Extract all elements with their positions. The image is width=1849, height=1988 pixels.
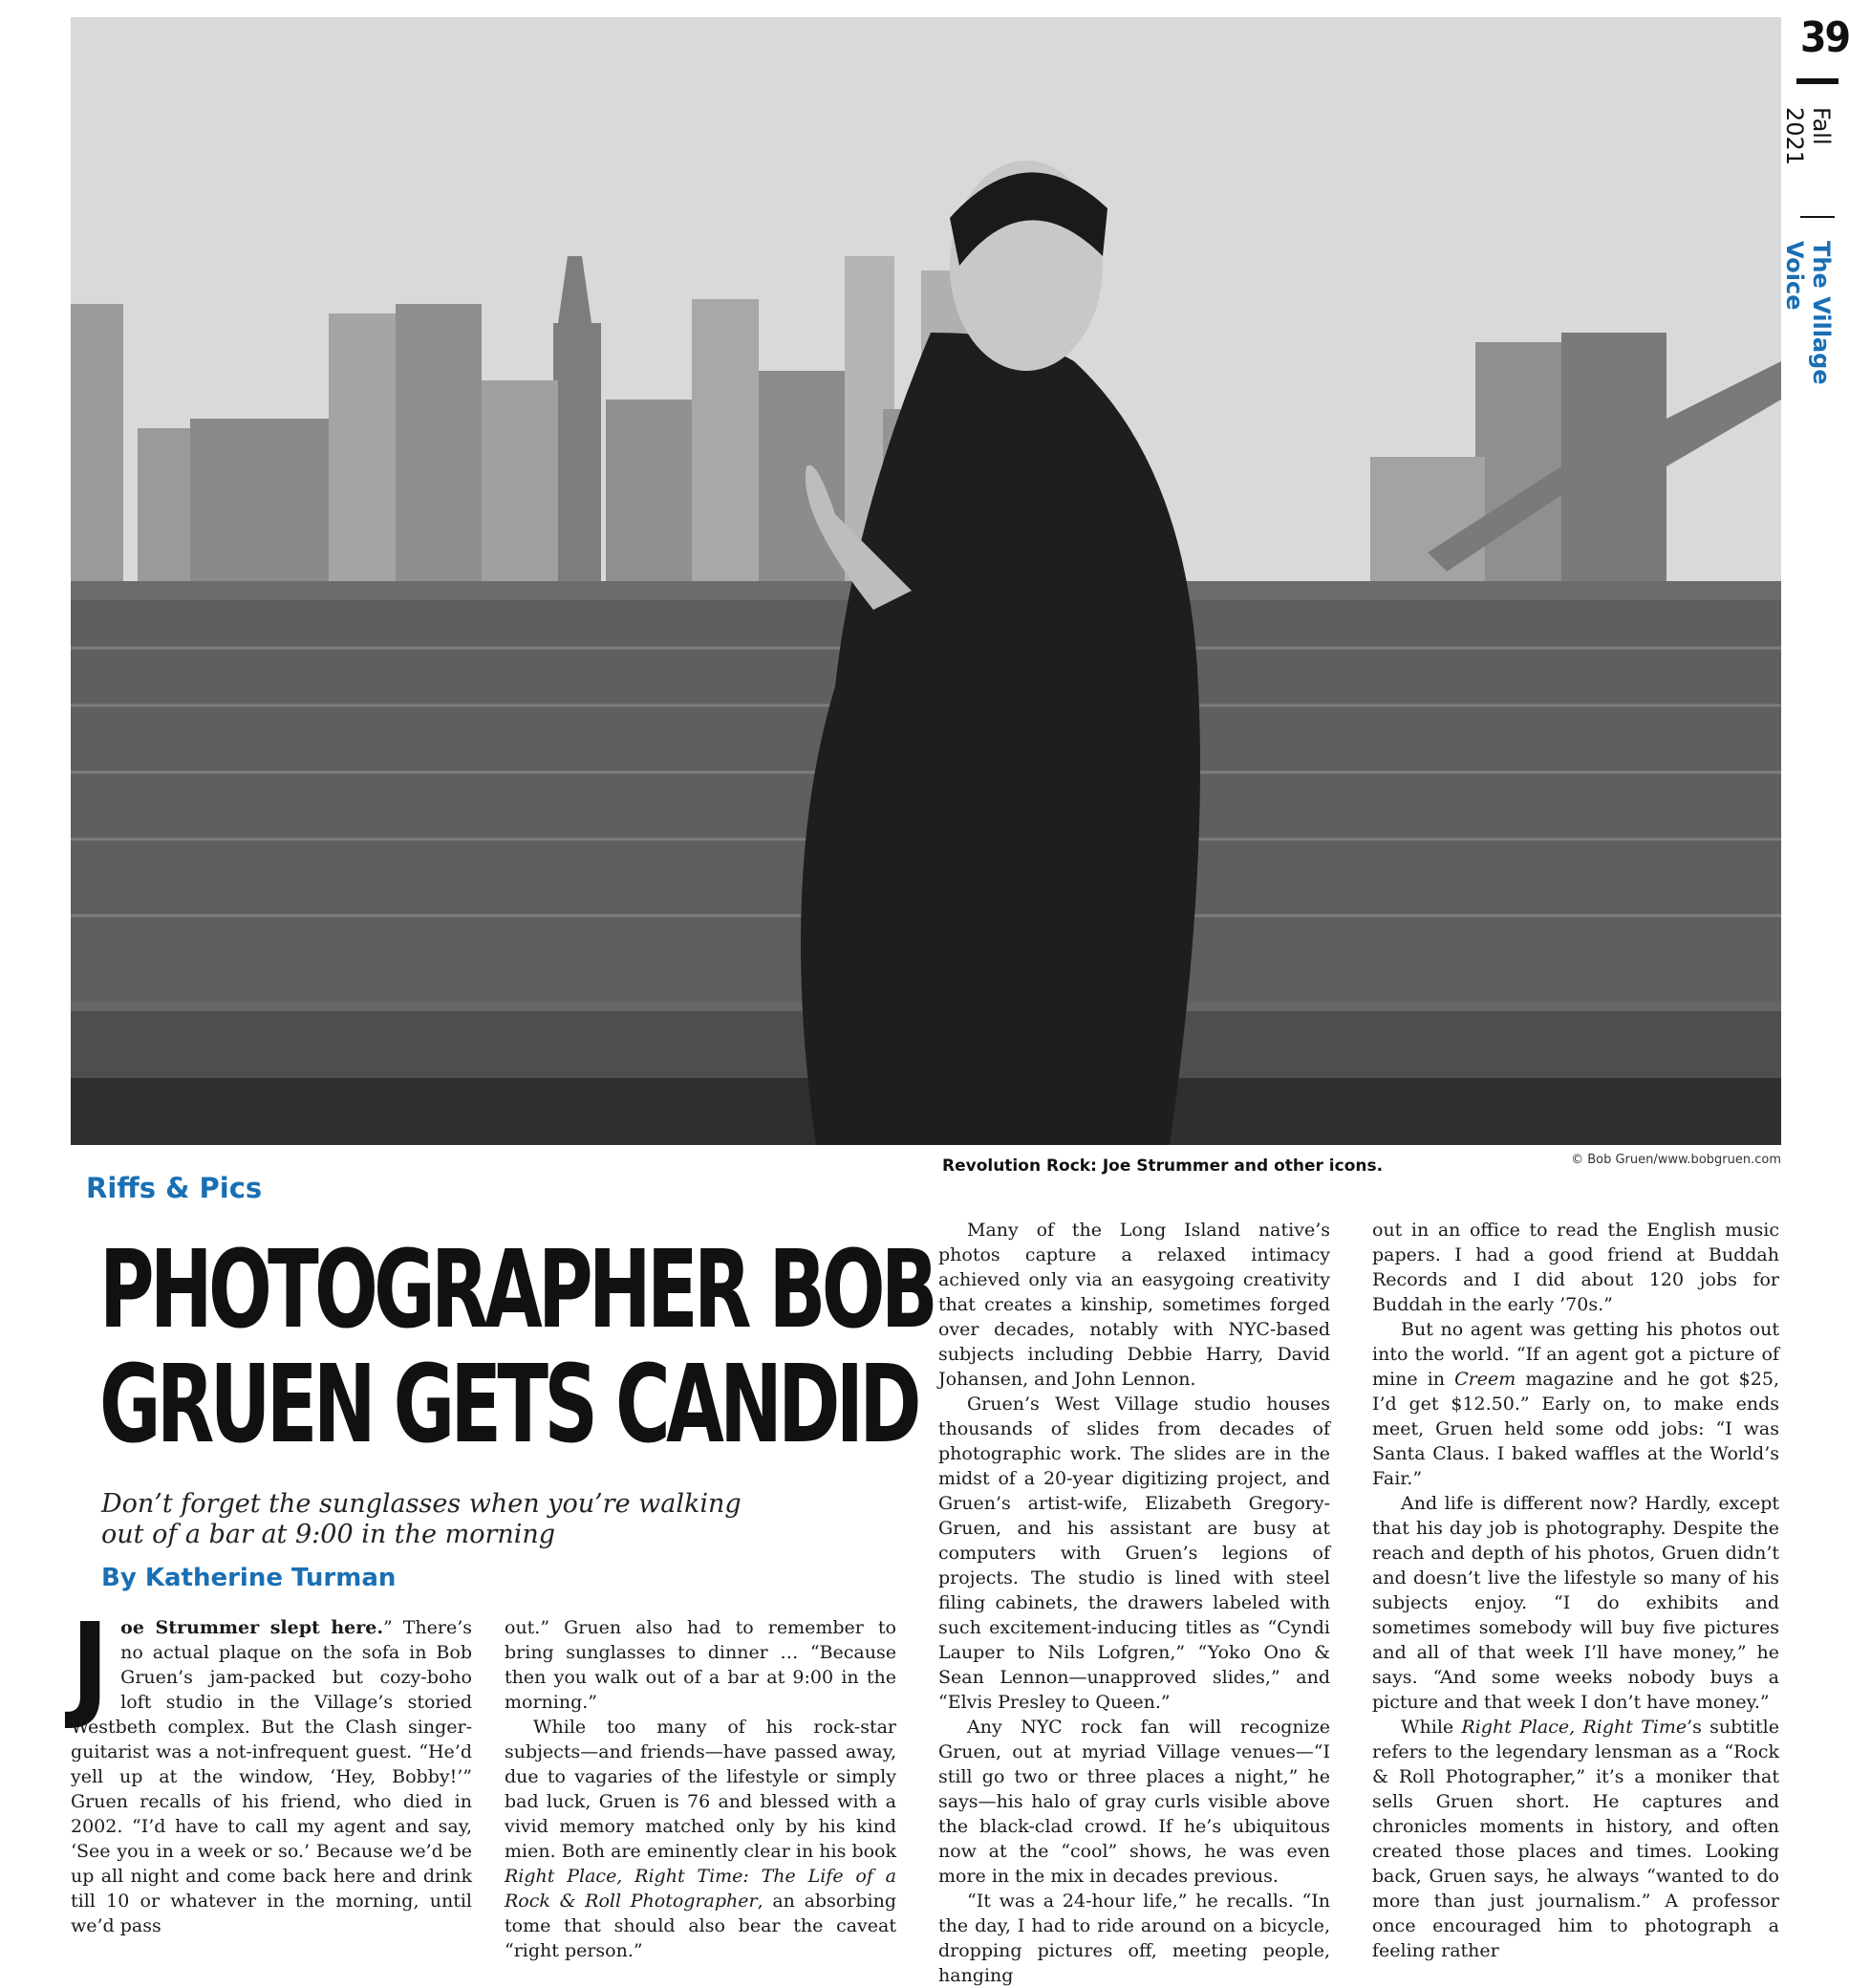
paragraph-text: ’s subtitle refers to the legendary lensman as a “Rock & Roll Photographer,” it’s a moniker that sells Gruen short. He captures and chronicles moments in history, and often created those places and times. Looking back, Gruen says, he always “wanted to do more than just journalism.” A professor once encouraged him to photograph a feeling rather: [1372, 1717, 1780, 1961]
paragraph-text: , an absorbing tome that should also bear the caveat “right person.”: [505, 1891, 896, 1961]
photo-caption: Revolution Rock: Joe Strummer and other icons.: [942, 1156, 1384, 1176]
paragraph-text: magazine and he got $25, I’d get $12.50.” Early on, to make ends meet, Gruen held some odd jobs: “I was Santa Claus. I baked waffles at the World’s Fair.”: [1372, 1369, 1779, 1489]
paragraph-text: ” There’s no actual plaque on the sofa in Bob Gruen’s jam-packed but cozy-boho loft studio in the Village’s storied Westbeth complex. But the Clash singer-guitarist was a not-infrequent guest. “He’d yell up at the window, ‘Hey, Bobby!’” Gruen recalls of his friend, who died in 2002. “I’d have to call my agent and say, ‘See you in a week or so.’ Because we’d be up all night and come back here and drink till 10 or whatever in the morning, until we’d pass: [71, 1617, 472, 1936]
paragraph: And life is different now? Hardly, except that his day job is photography. Despite the reach and depth of his photos, Gruen didn’t and doesn’t live the lifestyle so many of his subjects enjoy. “I do exhibits and sometimes somebody will buy five pictures and all of that week I’ll have money,” he says. “And some weeks nobody buys a picture and that week I don’t have money.”: [1372, 1493, 1779, 1713]
hero-photo: [71, 17, 1781, 1145]
paragraph-text: While too many of his rock-star subjects—and friends—have passed away, due to vagaries of the lifestyle or simply bad luck, Gruen is 76 and blessed with a vivid memory matched only by his kind mien. Both are eminently clear in his book: [505, 1717, 896, 1862]
paragraph: out in an office to read the English music papers. I had a good friend at Buddah Records and I did about 120 jobs for Buddah in the early ’70s.”: [1372, 1220, 1779, 1315]
page-number: 39: [1800, 13, 1849, 62]
paragraph: [71, 1600, 472, 1938]
photo-credit: © Bob Gruen/www.bobgruen.com: [1571, 1153, 1781, 1167]
book-title: Right Place, Right Time: The Life of a Rock & Roll Photographer: [505, 1866, 896, 1912]
paragraph-text: While: [1401, 1717, 1462, 1738]
divider-rule: [1800, 216, 1835, 218]
skyline-photo-illustration: [71, 17, 1781, 1145]
book-title: Right Place, Right Time: [1461, 1717, 1688, 1738]
body-column-4: [1372, 1218, 1780, 1961]
magazine-title: Creem: [1454, 1369, 1516, 1390]
drop-cap: J: [71, 1600, 110, 1733]
paragraph: [1372, 1715, 1779, 1963]
paragraph-text: But no agent was getting his photos out into the world. “If an agent got a picture of mine in: [1372, 1319, 1779, 1390]
dek: Don’t forget the sunglasses when you’re walking out of a bar at 9:00 in the morning: [101, 1489, 742, 1549]
body-column-1: [71, 1600, 472, 1936]
headline-line: GRUEN GETS CANDID: [99, 1343, 917, 1467]
paragraph: “It was a 24-hour life,” he recalls. “In the day, I had to ride around on a bicycle, dropping pictures off, meeting people, hanging: [938, 1891, 1330, 1986]
headline: [99, 1228, 935, 1467]
paragraph: Gruen’s West Village studio houses thousands of slides from decades of photographic work. The slides are in the midst of a 20-year digitizing project, and Gruen’s artist-wife, Elizabeth Gregory-Gruen, and his assistant are busy at computers with Gruen’s legions of projects. The studio is lined with steel filing cabinets, the drawers labeled with such excitement-inducing titles as “Cyndi Lauper to Nils Lofgren,” “Yoko Ono & Sean Lennon—unapproved slides,” and “Elvis Presley to Queen.”: [938, 1394, 1330, 1713]
section-label: Riffs & Pics: [86, 1172, 263, 1204]
body-column-2: [505, 1615, 896, 1961]
body-column-3: [938, 1218, 1330, 1986]
byline: By Katherine Turman: [101, 1564, 397, 1592]
issue-label: Fall 2021: [1781, 107, 1835, 166]
paragraph: Many of the Long Island native’s photos capture a relaxed intimacy achieved only via an easygoing creativity that creates a kinship, sometimes forged over decades, notably with NYC-based subjects including Debbie Harry, David Johansen, and John Lennon.: [938, 1220, 1330, 1390]
paragraph: [1372, 1317, 1779, 1491]
lead-in: oe Strummer slept here.: [120, 1617, 383, 1638]
headline-line: PHOTOGRAPHER BOB: [99, 1228, 935, 1352]
divider-rule: [1796, 78, 1838, 84]
paragraph: out.” Gruen also had to remember to bring sunglasses to dinner … “Because then you walk out of a bar at 9:00 in the morning.”: [505, 1617, 896, 1713]
publication-name: The Village Voice: [1781, 241, 1835, 385]
paragraph: Any NYC rock fan will recognize Gruen, out at myriad Village venues—“I still go two or three places a night,” he says—his halo of gray curls visible above the black-clad crowd. If he’s ubiquitous now at the “cool” shows, he was even more in the mix in decades previous.: [938, 1717, 1330, 1887]
paragraph: [505, 1715, 896, 1963]
